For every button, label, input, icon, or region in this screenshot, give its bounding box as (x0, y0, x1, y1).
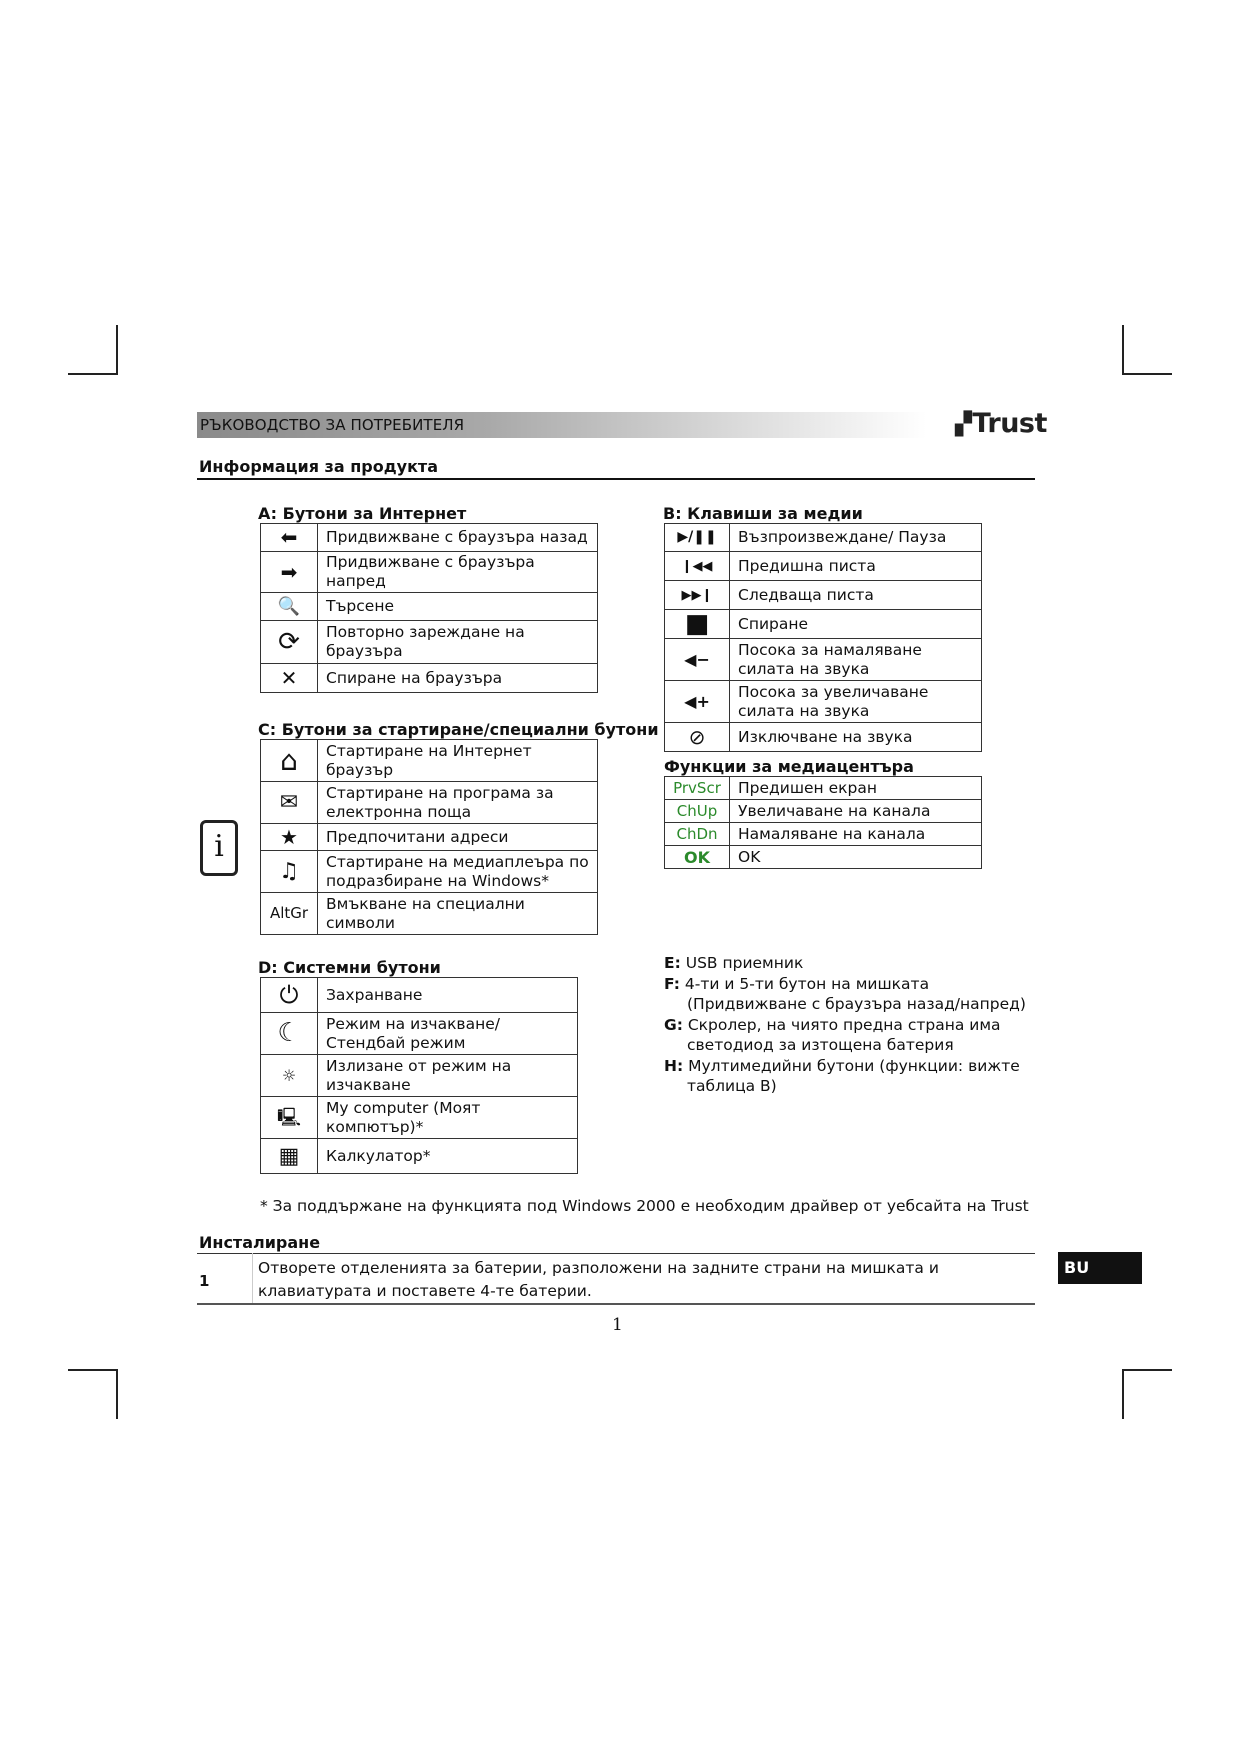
arrow-right-icon: ➡ (261, 552, 318, 593)
install-title: Инсталиране (199, 1233, 321, 1252)
play-pause-icon: ▶/❚❚ (665, 524, 730, 552)
table-row (665, 610, 982, 639)
media-center-table (664, 776, 982, 869)
volume-up-icon: ◀+ (665, 681, 730, 723)
table-row (665, 777, 982, 800)
row-label: My computer (Моят компютър)* (318, 1097, 578, 1139)
search-icon: 🔍 (261, 593, 318, 621)
table-row (261, 1139, 578, 1174)
item-continuation: светодиод за изтощена батерия (687, 1036, 954, 1054)
home-icon: ⌂ (261, 740, 318, 782)
row-label: Спиране (730, 610, 982, 639)
crop-mark-br-h (1122, 1369, 1172, 1371)
media-center-title: Функции за медиацентъра (664, 757, 914, 776)
table-row (261, 593, 598, 621)
row-label: Стартиране на Интернет браузър (318, 740, 598, 782)
table-row (665, 723, 982, 752)
header-title: РЪКОВОДСТВО ЗА ПОТРЕБИТЕЛЯ (200, 416, 465, 434)
row-label: Стартиране на медиаплеъра по подразбиране на Windows* (318, 851, 598, 893)
table-row (261, 740, 598, 782)
install-rule-top (197, 1253, 1035, 1254)
stop-icon: ■ (665, 610, 730, 639)
table-row (665, 639, 982, 681)
item-key: E: (664, 954, 681, 972)
info-icon: i (200, 820, 238, 876)
table-row (261, 1055, 578, 1097)
crop-mark-bl-v (116, 1369, 118, 1419)
trust-logo (955, 408, 1047, 439)
table-row (261, 664, 598, 693)
previous-track-icon: ❙◀◀ (665, 552, 730, 581)
list-item (664, 1015, 1084, 1036)
step-number: 1 (199, 1272, 210, 1290)
crop-mark-br-v (1122, 1369, 1124, 1419)
list-item (664, 953, 1084, 974)
group-d-title: D: Системни бутони (258, 958, 441, 977)
row-label: Придвижване с браузъра напред (318, 552, 598, 593)
row-label: Спиране на браузъра (318, 664, 598, 693)
mail-icon: ✉ (261, 782, 318, 824)
volume-down-icon: ◀− (665, 639, 730, 681)
table-row (665, 681, 982, 723)
next-track-icon: ▶▶❙ (665, 581, 730, 610)
page-number: 1 (612, 1315, 623, 1335)
section-rule (197, 478, 1035, 480)
computer-icon: 🖳 (261, 1097, 318, 1139)
language-tab: BU (1058, 1252, 1142, 1284)
moon-icon: ☾ (261, 1013, 318, 1055)
row-label: Придвижване с браузъра назад (318, 524, 598, 552)
chdn-icon: ChDn (665, 823, 730, 846)
install-rule-bottom (197, 1303, 1035, 1305)
crop-mark-tl-v (116, 325, 118, 375)
item-text: Скролер, на чиято предна страна има (687, 1015, 1001, 1034)
component-list (664, 953, 1084, 1097)
crop-mark-tr-h (1122, 373, 1172, 375)
table-row (261, 782, 598, 824)
star-icon: ★ (261, 824, 318, 851)
product-info-title: Информация за продукта (199, 457, 438, 476)
row-label: Захранване (318, 978, 578, 1013)
row-label: Изключване на звука (730, 723, 982, 752)
row-label: OK (730, 846, 982, 869)
row-label: Предишна писта (730, 552, 982, 581)
row-label: Посока за намаляване силата на звука (730, 639, 982, 681)
close-icon: ✕ (261, 664, 318, 693)
table-row (261, 524, 598, 552)
table-row (665, 800, 982, 823)
group-a-table (260, 523, 598, 693)
arrow-left-icon: ⬅ (261, 524, 318, 552)
footnote: * За поддържане на функцията под Windows 2000 е необходим драйвер от уебсайта на Trust (260, 1197, 1029, 1215)
crop-mark-bl-h (68, 1369, 118, 1371)
table-row (261, 851, 598, 893)
item-continuation: таблица B) (687, 1077, 777, 1095)
table-row (261, 1097, 578, 1139)
mute-icon: ⊘ (665, 723, 730, 752)
list-item (664, 1056, 1084, 1077)
table-row (261, 893, 598, 935)
group-b-table (664, 523, 982, 752)
step-divider (252, 1253, 253, 1303)
row-label: Следваща писта (730, 581, 982, 610)
row-label: Предишен екран (730, 777, 982, 800)
chup-icon: ChUp (665, 800, 730, 823)
list-item (664, 974, 1084, 995)
row-label: Излизане от режим на изчакване (318, 1055, 578, 1097)
group-d-table (260, 977, 578, 1174)
table-row (261, 824, 598, 851)
group-b-title: B: Клавиши за медии (663, 504, 863, 523)
music-note-icon: ♫ (261, 851, 318, 893)
table-row (261, 552, 598, 593)
prvscr-icon: PrvScr (665, 777, 730, 800)
ok-icon: OK (665, 846, 730, 869)
group-a-title: A: Бутони за Интернет (258, 504, 467, 523)
power-icon: ⏻ (261, 978, 318, 1013)
table-row (665, 552, 982, 581)
row-label: Режим на изчакване/ Стендбай режим (318, 1013, 578, 1055)
table-row (665, 524, 982, 552)
table-row (261, 621, 598, 664)
row-label: Търсене (318, 593, 598, 621)
table-row (665, 846, 982, 869)
group-c-title: C: Бутони за стартиране/специални бутони (258, 720, 659, 739)
trust-logo-mark-icon: ▞ (955, 412, 972, 437)
item-key: H: (664, 1056, 684, 1075)
row-label: Намаляване на канала (730, 823, 982, 846)
row-label: Възпроизвеждане/ Пауза (730, 524, 982, 552)
row-label: Повторно зареждане на браузъра (318, 621, 598, 664)
calculator-icon: ▦ (261, 1139, 318, 1174)
item-continuation: (Придвижване с браузъра назад/напред) (687, 995, 1026, 1013)
item-text: 4-ти и 5-ти бутон на мишката (684, 974, 930, 993)
item-text: Мултимедийни бутони (функции: вижте (688, 1056, 1020, 1075)
crop-mark-tl-h (68, 373, 118, 375)
item-key: G: (664, 1015, 683, 1034)
table-row (665, 581, 982, 610)
table-row (665, 823, 982, 846)
row-label: Предпочитани адреси (318, 824, 598, 851)
table-row (261, 978, 578, 1013)
row-label: Калкулатор* (318, 1139, 578, 1174)
row-label: Стартиране на програма за електронна поща (318, 782, 598, 824)
item-text: USB приемник (685, 954, 804, 972)
crop-mark-tr-v (1122, 325, 1124, 375)
step-text: Отворете отделенията за батерии, разположени на задните страни на мишката и клавиатурата и поставете 4-те батерии. (258, 1259, 939, 1300)
row-label: Посока за увеличаване силата на звука (730, 681, 982, 723)
row-label: Вмъкване на специални символи (318, 893, 598, 935)
item-key: F: (664, 974, 680, 993)
trust-logo-text: Trust (972, 408, 1047, 439)
group-c-table (260, 739, 598, 935)
wake-icon: ☼ (261, 1055, 318, 1097)
table-row (261, 1013, 578, 1055)
row-label: Увеличаване на канала (730, 800, 982, 823)
altgr-icon: AltGr (261, 893, 318, 935)
refresh-icon: ⟳ (261, 621, 318, 664)
